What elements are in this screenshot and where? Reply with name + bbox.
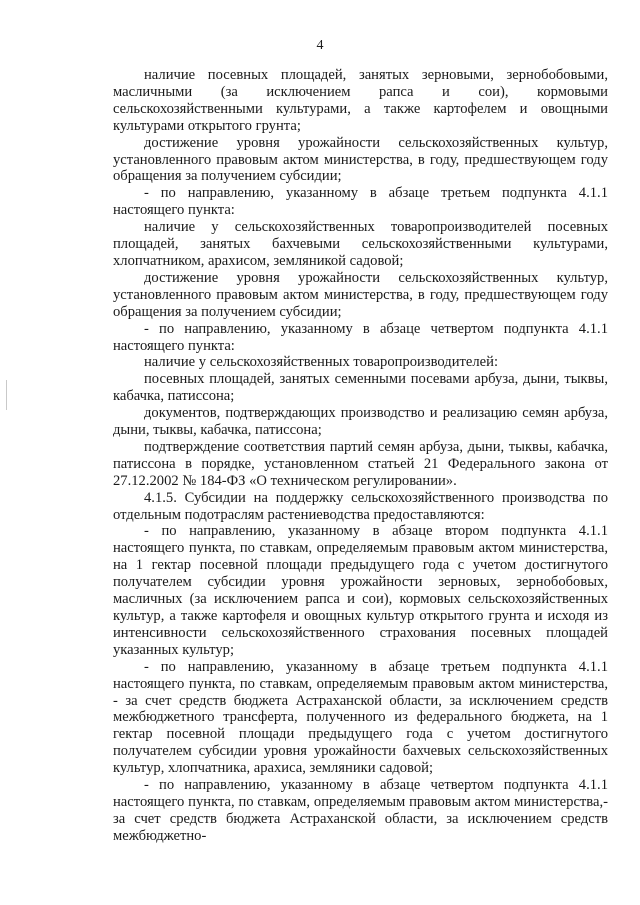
paragraph: посевных площадей, занятых семенными посевами арбуза, дыни, тыквы, кабачка, патиссона;	[113, 371, 608, 405]
paragraph: наличие у сельскохозяйственных товаропроизводителей посевных площадей, занятых бахчевыми сельскохозяйственными культурами, хлопчатником, арахисом, земляникой садовой;	[113, 219, 608, 269]
paragraph: документов, подтверждающих производство и реализацию семян арбуза, дыни, тыквы, кабачка, патиссона;	[113, 405, 608, 439]
paragraph: - по направлению, указанному в абзаце третьем подпункта 4.1.1 настоящего пункта, по ставкам, определяемым правовым актом министерства, - за счет средств бюджета Астраханской области, за исключением средств межбюджетного трансферта, полученного из федерального бюджета, на 1 гектар посевной площади предыдущего года с учетом достигнутого получателем субсидии уровня урожайности бахчевых сельскохозяйственных культур, хлопчатника, арахиса, земляники садовой;	[113, 658, 608, 777]
paragraph: - по направлению, указанному в абзаце втором подпункта 4.1.1 настоящего пункта, по ставкам, определяемым правовым актом министерства, на 1 гектар посевной площади предыдущего года с учетом достигнутого получателем субсидии уровня урожайности зерновых, зернобобовых, масличных (за исключением рапса и сои), кормовых сельскохозяйственных культур, а также картофеля и овощных культур открытого грунта и исходя из интенсивности сельскохозяйственного страхования посевных площадей указанных культур;	[113, 523, 608, 658]
paragraph: - по направлению, указанному в абзаце четвертом подпункта 4.1.1 настоящего пункта:	[113, 320, 608, 354]
paragraph: - по направлению, указанному в абзаце четвертом подпункта 4.1.1 настоящего пункта, по ставкам, определяемым правовым актом министерства,- за счет средств бюджета Астраханской области, за исключением средств межбюджетно-	[113, 777, 608, 844]
paragraph: наличие посевных площадей, занятых зерновыми, зернобобовыми, масличными (за исключением рапса и сои), кормовыми сельскохозяйственными культурами, а также картофелем и овощными культурами открытого грунта;	[113, 67, 608, 134]
page-number: 4	[316, 38, 324, 53]
document-body	[113, 67, 608, 845]
paragraph: достижение уровня урожайности сельскохозяйственных культур, установленного правовым актом министерства, в году, предшествующем году обращения за получением субсидии;	[113, 134, 608, 185]
scan-margin-mark	[6, 380, 7, 410]
paragraph: подтверждение соответствия партий семян арбуза, дыни, тыквы, кабачка, патиссона в порядке, установленном статьей 21 Федерального закона от 27.12.2002 № 184-ФЗ «О техническом регулировании».	[113, 438, 608, 489]
paragraph: достижение уровня урожайности сельскохозяйственных культур, установленного правовым актом министерства, в году, предшествующем году обращения за получением субсидии;	[113, 269, 608, 320]
paragraph: - по направлению, указанному в абзаце третьем подпункта 4.1.1 настоящего пункта:	[113, 185, 608, 219]
paragraph: наличие у сельскохозяйственных товаропроизводителей:	[144, 354, 499, 371]
section-heading-paragraph: 4.1.5. Субсидии на поддержку сельскохозяйственного производства по отдельным подотраслям растениеводства предоставляются:	[113, 489, 608, 523]
